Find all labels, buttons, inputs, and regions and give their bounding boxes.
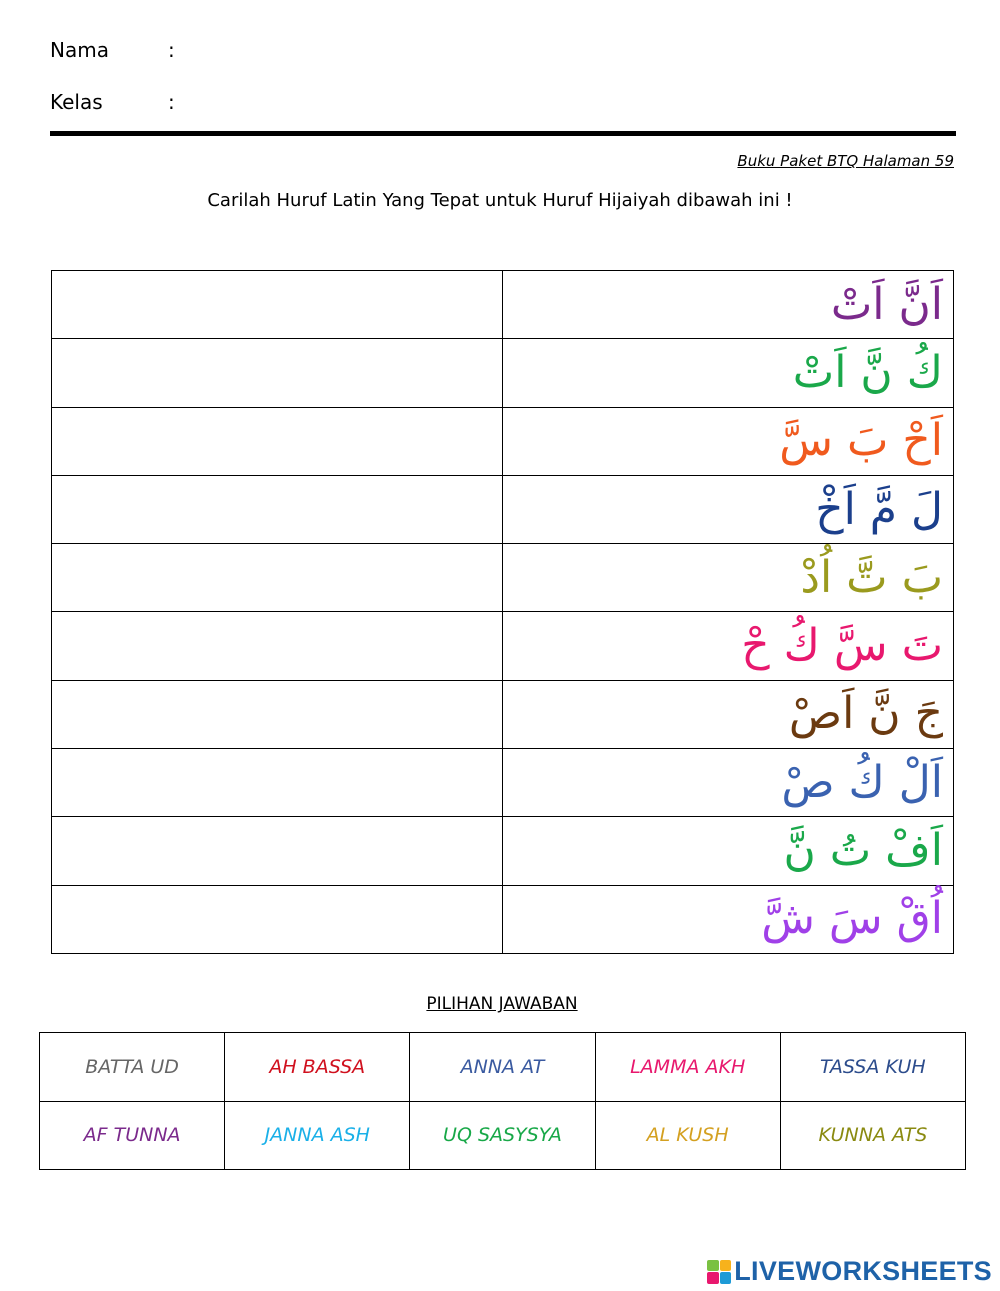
answer-input[interactable] [60, 694, 494, 734]
arabic-word: اَفْ تُ نَّ [503, 817, 954, 885]
worksheet-row [52, 339, 954, 407]
answer-cell [52, 749, 503, 817]
worksheet-row [52, 680, 954, 748]
kelas-colon: : [168, 90, 175, 114]
answer-choice[interactable]: AL KUSH [595, 1101, 780, 1170]
instruction-text: Carilah Huruf Latin Yang Tepat untuk Huruf Hijaiyah dibawah ini ! [207, 190, 793, 211]
choices-row [40, 1033, 966, 1102]
answer-cell [52, 475, 503, 543]
answer-cell [52, 339, 503, 407]
arabic-word: اُقْ سَ شَّ [503, 885, 954, 953]
arabic-word: كُ نَّ اَتْ [503, 339, 954, 407]
arabic-word: اَحْ بَ سَّ [503, 407, 954, 475]
book-reference: Buku Paket BTQ Halaman 59 [737, 152, 954, 170]
worksheet-row [52, 885, 954, 953]
worksheet-row [52, 817, 954, 885]
answer-input[interactable] [60, 763, 494, 803]
answer-cell [52, 544, 503, 612]
liveworksheets-logo [707, 1256, 992, 1287]
answer-choice[interactable]: AF TUNNA [40, 1101, 225, 1170]
answer-choice[interactable]: UQ SASYSYA [410, 1101, 595, 1170]
logo-badge-icon [707, 1260, 731, 1284]
arabic-word: اَلْ كُ صْ [503, 749, 954, 817]
answer-cell [52, 271, 503, 339]
answer-input[interactable] [60, 899, 494, 939]
answer-cell [52, 680, 503, 748]
arabic-word: اَنَّ اَتْ [503, 271, 954, 339]
answer-choice[interactable]: ANNA AT [410, 1033, 595, 1102]
worksheet-table [51, 270, 954, 954]
arabic-word: تَ سَّ كُ حْ [503, 612, 954, 680]
answer-choices-table [39, 1032, 966, 1170]
nama-label: Nama [50, 38, 109, 62]
answer-cell [52, 885, 503, 953]
kelas-input[interactable] [185, 88, 605, 116]
answer-input[interactable] [60, 831, 494, 871]
answer-choice[interactable]: AH BASSA [225, 1033, 410, 1102]
answer-cell [52, 407, 503, 475]
answer-input[interactable] [60, 490, 494, 530]
header-divider [50, 131, 956, 136]
choices-title: PILIHAN JAWABAN [426, 994, 578, 1014]
arabic-word: جَ نَّ اَصْ [503, 680, 954, 748]
arabic-word: لَ مَّ اَخْ [503, 475, 954, 543]
answer-choice[interactable]: JANNA ASH [225, 1101, 410, 1170]
worksheet-row [52, 612, 954, 680]
arabic-word: بَ تَّ اُدْ [503, 544, 954, 612]
answer-cell [52, 612, 503, 680]
answer-input[interactable] [60, 421, 494, 461]
answer-choice[interactable]: BATTA UD [40, 1033, 225, 1102]
worksheet-row [52, 407, 954, 475]
worksheet-row [52, 544, 954, 612]
answer-choice[interactable]: LAMMA AKH [595, 1033, 780, 1102]
worksheet-row [52, 749, 954, 817]
answer-input[interactable] [60, 353, 494, 393]
worksheet-row [52, 271, 954, 339]
nama-colon: : [168, 38, 175, 62]
answer-input[interactable] [60, 285, 494, 325]
answer-input[interactable] [60, 558, 494, 598]
answer-choice[interactable]: KUNNA ATS [780, 1101, 965, 1170]
answer-cell [52, 817, 503, 885]
brand-name: LIVEWORKSHEETS [734, 1256, 992, 1286]
nama-input[interactable] [185, 36, 605, 64]
answer-input[interactable] [60, 626, 494, 666]
choices-row [40, 1101, 966, 1170]
worksheet-row [52, 475, 954, 543]
answer-choice[interactable]: TASSA KUH [780, 1033, 965, 1102]
kelas-label: Kelas [50, 90, 103, 114]
